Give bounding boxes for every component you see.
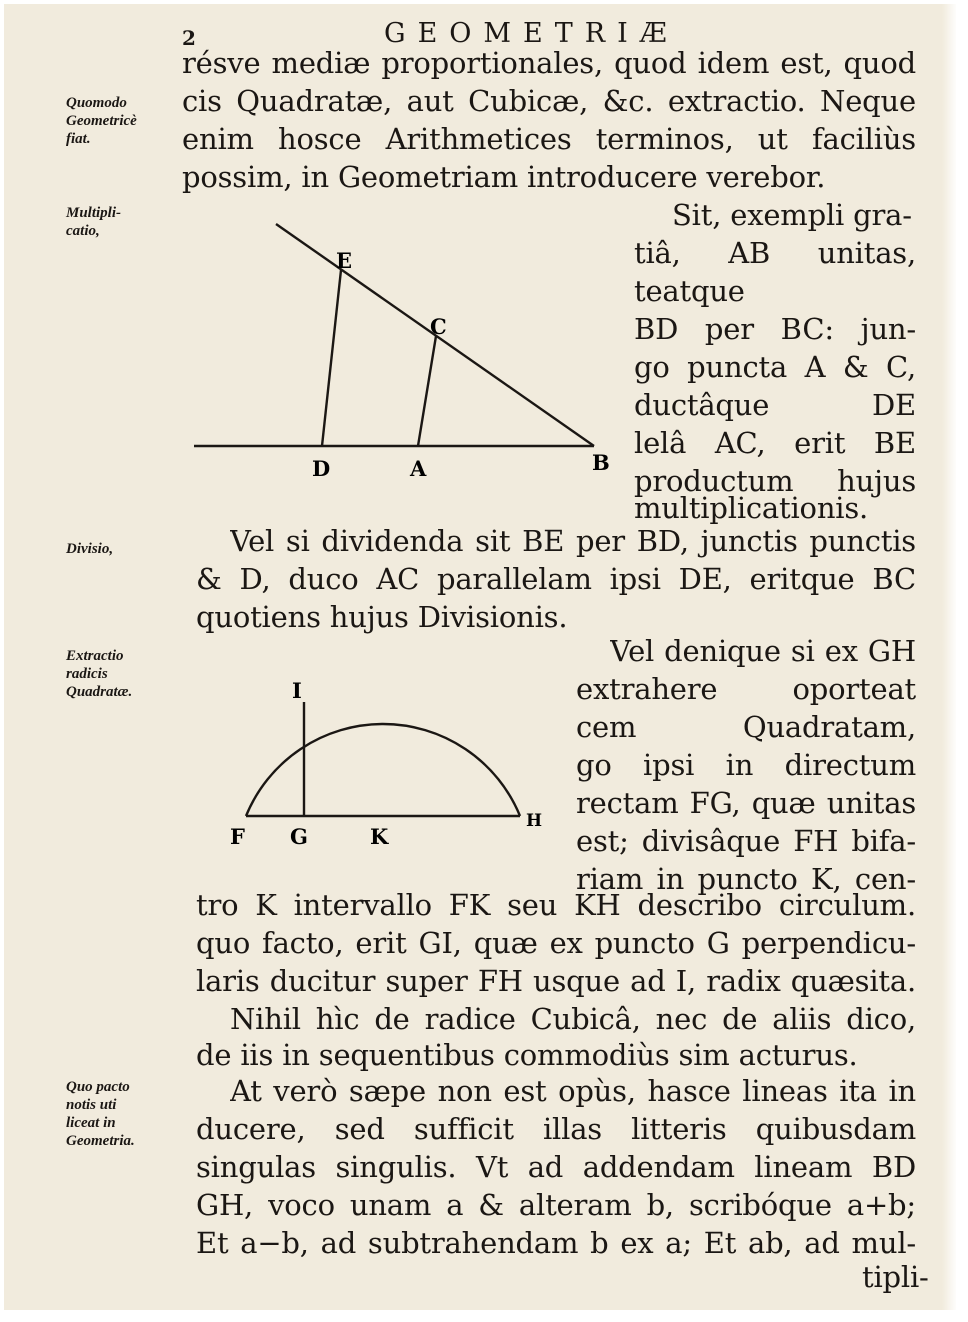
label-k: K: [370, 824, 389, 849]
label-b: B: [592, 450, 610, 475]
text-line: quo facto, erit GI, quæ ex puncto G perpendicu-: [196, 926, 916, 960]
figure-multiplication-diagram: [194, 214, 614, 484]
text-line: Vel denique si ex GH: [610, 634, 916, 668]
text-line: rectam FG, quæ unitas: [576, 786, 916, 820]
line-d-e: [322, 270, 341, 446]
label-g: G: [290, 824, 308, 849]
text-line: cis Quadratæ, aut Cubicæ, &c. extractio. Neque: [182, 84, 916, 118]
text-line: Et a−b, ad subtrahendam b ex a; Et ab, ad mul-: [196, 1226, 916, 1260]
label-d: D: [312, 456, 331, 481]
text-line: & D, duco AC parallelam ipsi DE, eritque BC: [196, 562, 916, 596]
text-line: teatque: [634, 274, 745, 308]
running-head: GEOMETRIÆ: [384, 18, 679, 49]
label-a: A: [410, 456, 427, 481]
text-line: lelâ AC, erit BE: [634, 426, 916, 460]
margin-note-multiplicatio: Multipli- catio,: [66, 205, 122, 239]
text-line: go ipsi in directum: [576, 748, 916, 782]
text-line: BD per BC: jun-: [634, 312, 916, 346]
figure-square-root-diagram: [224, 664, 554, 854]
text-line: résve mediæ proportionales, quod idem est, quod: [182, 46, 916, 80]
text-line: est; divisâque FH bifa-: [576, 824, 916, 858]
text-line: quotiens hujus Divisionis.: [196, 600, 568, 634]
text-line: tiâ, AB unitas,: [634, 236, 916, 270]
text-line: enim hosce Arithmetices terminos, ut faciliùs: [182, 122, 916, 156]
text-line: singulas singulis. Vt ad addendam lineam BD: [196, 1150, 916, 1184]
margin-note-quo-pacto: Quo pacto notis uti liceat in Geometria.: [66, 1079, 135, 1149]
text-line: multiplicationis.: [634, 491, 869, 525]
text-line: tipli-: [862, 1260, 929, 1294]
margin-note-quomodo: Quomodo Geometricè fiat.: [66, 95, 137, 147]
text-line: possim, in Geometriam introducere verebor.: [182, 160, 826, 194]
text-line: extrahere oporteat: [576, 672, 916, 706]
label-i: I: [292, 678, 302, 703]
margin-note-extractio: Extractio radicis Quadratæ.: [66, 648, 133, 700]
label-f: F: [230, 824, 245, 849]
label-h: H: [526, 811, 543, 831]
label-e: E: [336, 248, 353, 273]
text-line: productum hujus: [634, 464, 916, 498]
text-line: At verò sæpe non est opùs, hasce lineas ita in: [230, 1074, 916, 1108]
line-a-c: [418, 336, 436, 446]
text-line: tro K intervallo FK seu KH describo circulum.: [196, 888, 916, 922]
text-line: de iis in sequentibus commodiùs sim acturus.: [196, 1038, 858, 1072]
text-line: Vel si dividenda sit BE per BD, junctis punctis: [230, 524, 916, 558]
semicircle-arc: [246, 724, 520, 816]
text-line: Sit, exempli gra-: [672, 198, 912, 232]
text-line: ductâque DE: [634, 388, 916, 422]
margin-note-divisio: Divisio,: [66, 541, 114, 557]
book-page: [4, 4, 956, 1310]
label-c: C: [430, 314, 447, 339]
text-line: GH, voco unam a & alteram b, scribóque a+b;: [196, 1188, 916, 1222]
page-number: 2: [182, 26, 196, 50]
text-line: riam in puncto K, cen-: [576, 862, 916, 896]
text-line: cem Quadratam,: [576, 710, 916, 744]
text-line: Nihil hìc de radice Cubicâ, nec de aliis dico,: [230, 1002, 916, 1036]
text-line: go puncta A & C,: [634, 350, 916, 384]
text-line: ducere, sed sufficit illas litteris quibusdam: [196, 1112, 916, 1146]
text-line: laris ducitur super FH usque ad I, radix quæsita.: [196, 964, 916, 998]
